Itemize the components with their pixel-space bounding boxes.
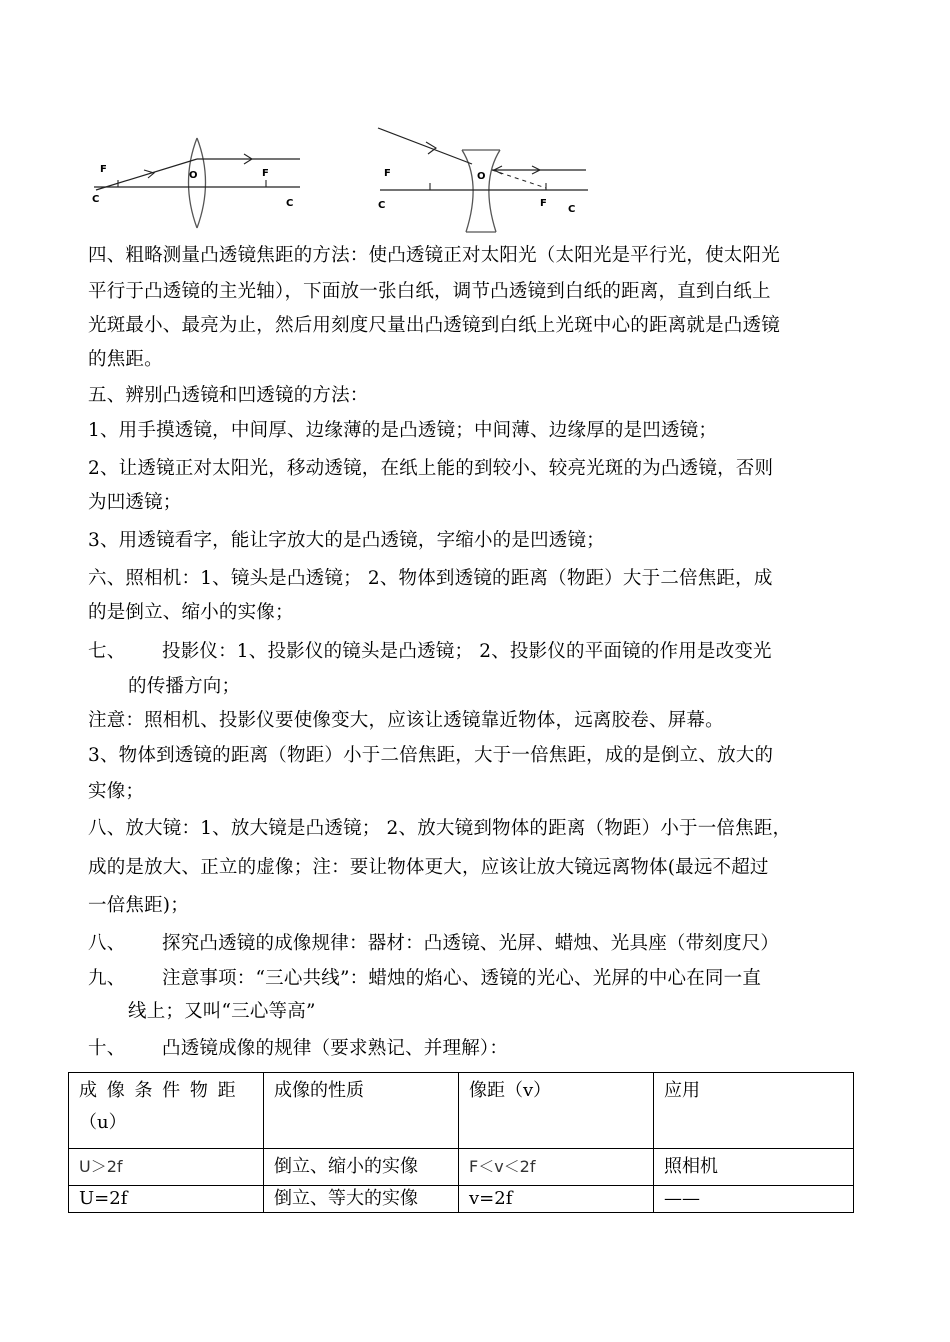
item-text: 探究凸透镜的成像规律：器材：凸透镜、光屏、蜡烛、光具座（带刻度尺） xyxy=(162,933,780,954)
paragraph-line: 1、用手摸透镜，中间厚、边缘薄的是凸透镜；中间薄、边缘厚的是凹透镜； xyxy=(88,420,718,441)
table-cell: 倒立、等大的实像 xyxy=(264,1186,459,1213)
concave-lens-diagram xyxy=(374,124,594,236)
paragraph-line: 为凹透镜； xyxy=(88,492,182,513)
table-row xyxy=(69,1186,854,1213)
numbered-item xyxy=(88,1036,508,1062)
paragraph-line: 平行于凸透镜的主光轴），下面放一张白纸，调节凸透镜到白纸的距离，直到白纸上 xyxy=(88,281,771,302)
item-text: 注意事项：“三心共线”：蜡烛的焰心、透镜的光心、光屏的中心在同一直 xyxy=(162,968,762,989)
paragraph-line: 八、放大镜：1、放大镜是凸透镜； 2、放大镜到物体的距离（物距）小于一倍焦距， xyxy=(88,818,792,839)
label-o: O xyxy=(477,171,486,182)
paragraph-line: 的传播方向； xyxy=(128,676,241,697)
item-text: 投影仪：1、投影仪的镜头是凸透镜； 2、投影仪的平面镜的作用是改变光 xyxy=(162,641,772,662)
table-cell: v=2f xyxy=(459,1186,654,1213)
paragraph-line: 实像； xyxy=(88,781,145,802)
label-o: O xyxy=(189,170,198,181)
note-line: 注意：照相机、投影仪要使像变大，应该让透镜靠近物体，远离胶卷、屏幕。 xyxy=(88,710,724,731)
table-cell: U＞2f xyxy=(69,1149,264,1186)
paragraph-line: 成的是放大、正立的虚像；注：要让物体更大，应该让放大镜远离物体(最远不超过 xyxy=(88,857,769,878)
label-c: C xyxy=(568,204,576,215)
label-f: F xyxy=(262,168,269,179)
paragraph-line: 四、粗略测量凸透镜焦距的方法：使凸透镜正对太阳光（太阳光是平行光，使太阳光 xyxy=(88,245,780,266)
label-c: C xyxy=(378,200,386,211)
convex-lens-shape xyxy=(189,138,206,228)
paragraph-line: 光斑最小、最亮为止，然后用刻度尺量出凸透镜到白纸上光斑中心的距离就是凸透镜 xyxy=(88,315,780,336)
header-text: （u） xyxy=(79,1112,127,1133)
label-f: F xyxy=(100,164,107,175)
incident-ray xyxy=(378,128,472,164)
label-f: F xyxy=(540,198,547,209)
paragraph-line: 一倍焦距)； xyxy=(88,895,189,916)
table-header-cell: 应用 xyxy=(654,1073,854,1149)
table-header-cell: 成像的性质 xyxy=(264,1073,459,1149)
item-number: 七、 xyxy=(88,641,126,662)
table-header-cell xyxy=(69,1073,264,1149)
incident-ray xyxy=(96,159,197,190)
label-f: F xyxy=(384,168,391,179)
numbered-item xyxy=(88,639,772,665)
paragraph-line: 2、让透镜正对太阳光，移动透镜，在纸上能的到较小、较亮光斑的为凸透镜，否则 xyxy=(88,458,774,479)
label-c: C xyxy=(286,198,294,209)
table-cell: U=2f xyxy=(69,1186,264,1213)
table-row xyxy=(69,1149,854,1186)
paragraph-line: 线上；又叫“三心等高” xyxy=(128,1001,316,1022)
paragraph-line: 六、照相机：1、镜头是凸透镜； 2、物体到透镜的距离（物距）大于二倍焦距，成 xyxy=(88,568,773,589)
item-number: 十、 xyxy=(88,1038,126,1059)
paragraph-line: 的是倒立、缩小的实像； xyxy=(88,602,294,623)
section-heading: 五、辨别凸透镜和凹透镜的方法： xyxy=(88,385,369,406)
table-cell: 照相机 xyxy=(654,1149,854,1186)
convex-lens-diagram xyxy=(86,132,306,236)
paragraph-line: 3、用透镜看字，能让字放大的是凸透镜，字缩小的是凹透镜； xyxy=(88,530,605,551)
imaging-rules-table xyxy=(68,1072,854,1213)
label-c: C xyxy=(92,194,100,205)
paragraph-line: 的焦距。 xyxy=(88,349,163,370)
table-cell: F＜v＜2f xyxy=(459,1149,654,1186)
item-number: 八、 xyxy=(88,933,126,954)
header-text: 成 像 条 件 物 距 xyxy=(79,1080,238,1101)
table-header-cell: 像距（v） xyxy=(459,1073,654,1149)
numbered-item xyxy=(88,931,779,957)
item-number: 九、 xyxy=(88,968,126,989)
table-header-row xyxy=(69,1073,854,1149)
table-cell: 倒立、缩小的实像 xyxy=(264,1149,459,1186)
numbered-item xyxy=(88,966,761,992)
table-cell: —— xyxy=(654,1186,854,1213)
paragraph-line: 3、物体到透镜的距离（物距）小于二倍焦距，大于一倍焦距，成的是倒立、放大的 xyxy=(88,745,774,766)
item-text: 凸透镜成像的规律（要求熟记、并理解）： xyxy=(162,1038,509,1059)
